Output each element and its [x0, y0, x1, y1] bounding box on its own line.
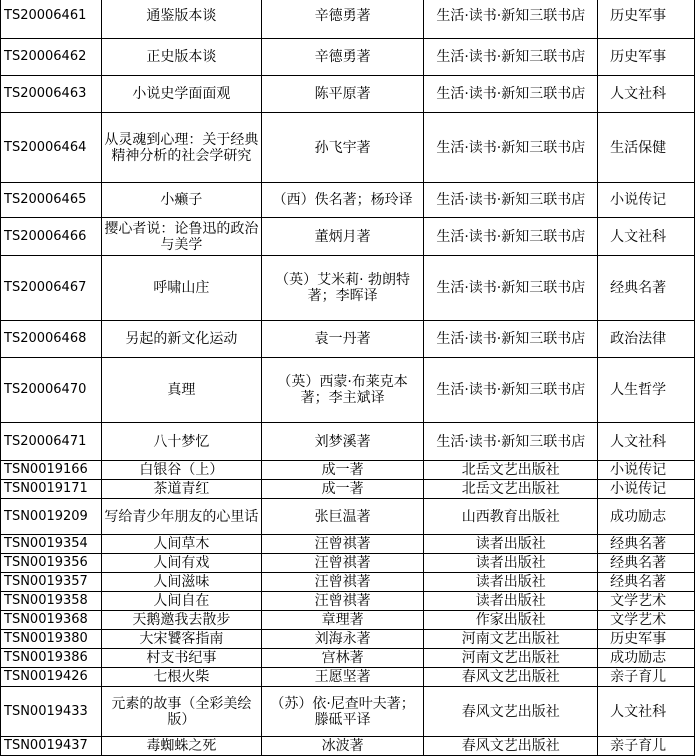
cell-author: 汪曾祺著: [261, 554, 424, 573]
cell-title: 写给青少年朋友的心里话: [101, 499, 261, 535]
table-row: [1, 321, 695, 358]
cell-author: 刘梦溪著: [261, 423, 424, 461]
cell-book-id: TS20006468: [1, 321, 102, 358]
cell-publisher: 生活·读书·新知三联书店: [424, 321, 598, 358]
cell-category: 亲子育儿: [598, 737, 695, 756]
cell-category: 经典名著: [598, 535, 695, 554]
cell-category: 人文社科: [598, 76, 695, 113]
cell-book-id: TS20006463: [1, 76, 102, 113]
cell-category: 人生哲学: [598, 358, 695, 423]
cell-title: 人间有戏: [101, 554, 261, 573]
book-list-body: [1, 0, 695, 756]
cell-publisher: 读者出版社: [424, 554, 598, 573]
cell-author: 汪曾祺著: [261, 573, 424, 592]
cell-category: 经典名著: [598, 256, 695, 321]
cell-book-id: TSN0019356: [1, 554, 102, 573]
cell-title: 天鹅邀我去散步: [101, 611, 261, 630]
cell-category: 文学艺术: [598, 611, 695, 630]
cell-category: 历史军事: [598, 39, 695, 76]
cell-author: 成一著: [261, 480, 424, 499]
cell-author: 王愿坚著: [261, 668, 424, 687]
cell-book-id: TSN0019209: [1, 499, 102, 535]
cell-category: 成功励志: [598, 649, 695, 668]
cell-publisher: 生活·读书·新知三联书店: [424, 39, 598, 76]
cell-book-id: TS20006471: [1, 423, 102, 461]
cell-title: 另起的新文化运动: [101, 321, 261, 358]
table-row: [1, 183, 695, 218]
cell-title: 人间草木: [101, 535, 261, 554]
table-row: [1, 218, 695, 256]
cell-book-id: TSN0019354: [1, 535, 102, 554]
table-row: [1, 461, 695, 480]
cell-book-id: TSN0019426: [1, 668, 102, 687]
cell-book-id: TS20006462: [1, 39, 102, 76]
cell-title: 小癞子: [101, 183, 261, 218]
cell-book-id: TSN0019171: [1, 480, 102, 499]
cell-title: 八十梦忆: [101, 423, 261, 461]
cell-book-id: TSN0019386: [1, 649, 102, 668]
cell-author: 辛德勇著: [261, 0, 424, 39]
table-row: [1, 554, 695, 573]
table-row: [1, 39, 695, 76]
cell-publisher: 生活·读书·新知三联书店: [424, 218, 598, 256]
cell-book-id: TS20006467: [1, 256, 102, 321]
cell-title: 从灵魂到心理：关于经典精神分析的社会学研究: [101, 113, 261, 183]
cell-publisher: 生活·读书·新知三联书店: [424, 0, 598, 39]
cell-author: 刘海永著: [261, 630, 424, 649]
cell-author: 汪曾祺著: [261, 592, 424, 611]
cell-publisher: 生活·读书·新知三联书店: [424, 358, 598, 423]
cell-category: 小说传记: [598, 461, 695, 480]
cell-publisher: 生活·读书·新知三联书店: [424, 256, 598, 321]
cell-category: 小说传记: [598, 480, 695, 499]
cell-author: 董炳月著: [261, 218, 424, 256]
cell-book-id: TSN0019368: [1, 611, 102, 630]
table-row: [1, 649, 695, 668]
cell-book-id: TSN0019357: [1, 573, 102, 592]
cell-publisher: 北岳文艺出版社: [424, 461, 598, 480]
table-row: [1, 630, 695, 649]
cell-publisher: 读者出版社: [424, 592, 598, 611]
cell-publisher: 读者出版社: [424, 573, 598, 592]
table-row: [1, 611, 695, 630]
cell-author: （英）艾米莉· 勃朗特著；李晖译: [261, 256, 424, 321]
cell-title: 通鉴版本谈: [101, 0, 261, 39]
cell-author: 汪曾祺著: [261, 535, 424, 554]
cell-author: 成一著: [261, 461, 424, 480]
cell-category: 经典名著: [598, 573, 695, 592]
cell-title: 人间自在: [101, 592, 261, 611]
table-row: [1, 687, 695, 737]
table-row: [1, 256, 695, 321]
cell-author: 张巨温著: [261, 499, 424, 535]
cell-book-id: TSN0019433: [1, 687, 102, 737]
cell-author: 宫林著: [261, 649, 424, 668]
table-row: [1, 480, 695, 499]
cell-category: 小说传记: [598, 183, 695, 218]
cell-title: 毒蜘蛛之死: [101, 737, 261, 756]
table-row: [1, 358, 695, 423]
cell-category: 人文社科: [598, 218, 695, 256]
cell-title: 人间滋味: [101, 573, 261, 592]
cell-category: 生活保健: [598, 113, 695, 183]
cell-author: 孙飞宇著: [261, 113, 424, 183]
cell-author: 陈平原著: [261, 76, 424, 113]
cell-publisher: 生活·读书·新知三联书店: [424, 183, 598, 218]
cell-book-id: TSN0019437: [1, 737, 102, 756]
cell-book-id: TS20006464: [1, 113, 102, 183]
cell-publisher: 北岳文艺出版社: [424, 480, 598, 499]
cell-category: 政治法律: [598, 321, 695, 358]
cell-author: 冰波著: [261, 737, 424, 756]
cell-category: 历史军事: [598, 0, 695, 39]
cell-publisher: 山西教育出版社: [424, 499, 598, 535]
cell-book-id: TSN0019380: [1, 630, 102, 649]
cell-publisher: 春风文艺出版社: [424, 668, 598, 687]
cell-category: 历史军事: [598, 630, 695, 649]
cell-title: 真理: [101, 358, 261, 423]
cell-book-id: TSN0019166: [1, 461, 102, 480]
table-row: [1, 423, 695, 461]
cell-book-id: TS20006466: [1, 218, 102, 256]
cell-title: 大宋饕客指南: [101, 630, 261, 649]
table-row: [1, 113, 695, 183]
cell-author: （西）佚名著；杨玲译: [261, 183, 424, 218]
table-row: [1, 668, 695, 687]
cell-author: （苏）依·尼查叶夫著；滕砥平译: [261, 687, 424, 737]
cell-category: 经典名著: [598, 554, 695, 573]
cell-publisher: 生活·读书·新知三联书店: [424, 76, 598, 113]
cell-title: 村支书纪事: [101, 649, 261, 668]
cell-title: 白银谷（上）: [101, 461, 261, 480]
cell-category: 成功励志: [598, 499, 695, 535]
cell-publisher: 春风文艺出版社: [424, 737, 598, 756]
cell-author: 章理著: [261, 611, 424, 630]
cell-title: 撄心者说：论鲁迅的政治与美学: [101, 218, 261, 256]
cell-title: 茶道青红: [101, 480, 261, 499]
cell-publisher: 生活·读书·新知三联书店: [424, 423, 598, 461]
cell-title: 七根火柴: [101, 668, 261, 687]
table-row: [1, 0, 695, 39]
cell-title: 小说史学面面观: [101, 76, 261, 113]
cell-publisher: 作家出版社: [424, 611, 598, 630]
cell-book-id: TS20006461: [1, 0, 102, 39]
cell-author: （英）西蒙·布莱克本著；李主斌译: [261, 358, 424, 423]
cell-publisher: 河南文艺出版社: [424, 649, 598, 668]
table-row: [1, 592, 695, 611]
cell-publisher: 春风文艺出版社: [424, 687, 598, 737]
table-row: [1, 499, 695, 535]
cell-category: 人文社科: [598, 423, 695, 461]
table-row: [1, 535, 695, 554]
cell-book-id: TS20006465: [1, 183, 102, 218]
cell-publisher: 读者出版社: [424, 535, 598, 554]
cell-author: 辛德勇著: [261, 39, 424, 76]
table-row: [1, 573, 695, 592]
table-row: [1, 737, 695, 756]
cell-category: 文学艺术: [598, 592, 695, 611]
cell-title: 呼啸山庄: [101, 256, 261, 321]
cell-author: 袁一丹著: [261, 321, 424, 358]
cell-book-id: TSN0019358: [1, 592, 102, 611]
cell-publisher: 河南文艺出版社: [424, 630, 598, 649]
cell-category: 人文社科: [598, 687, 695, 737]
cell-publisher: 生活·读书·新知三联书店: [424, 113, 598, 183]
cell-category: 亲子育儿: [598, 668, 695, 687]
cell-title: 元素的故事（全彩美绘版）: [101, 687, 261, 737]
cell-book-id: TS20006470: [1, 358, 102, 423]
cell-title: 正史版本谈: [101, 39, 261, 76]
table-row: [1, 76, 695, 113]
